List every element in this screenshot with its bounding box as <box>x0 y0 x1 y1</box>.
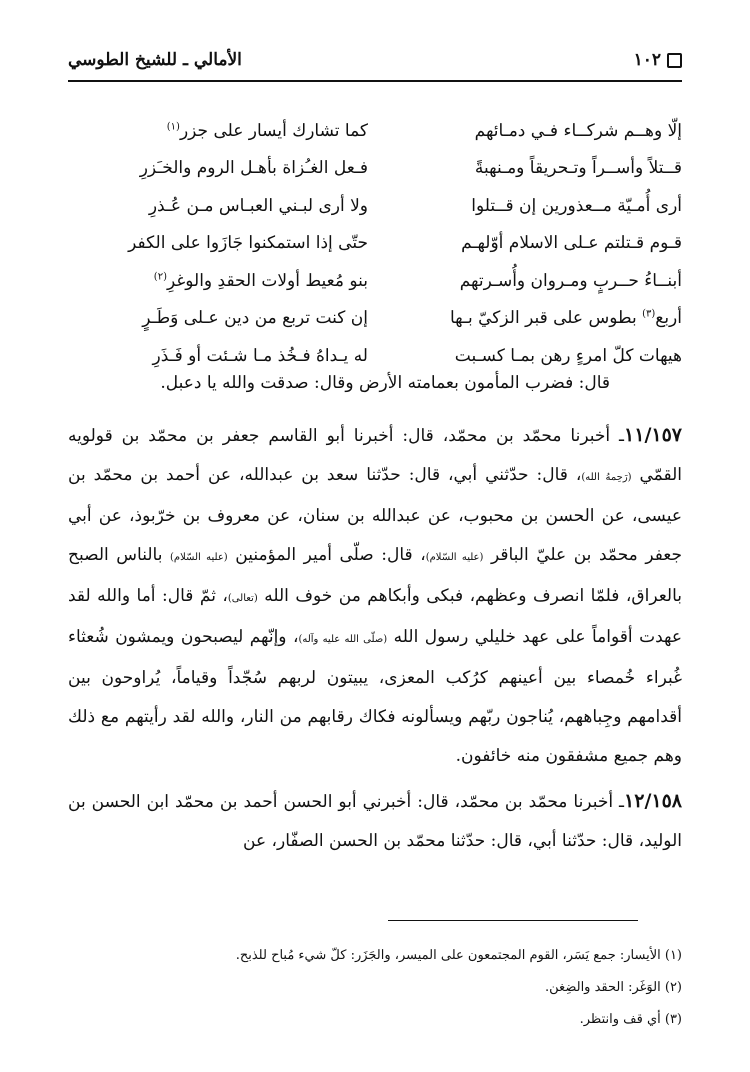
verse-line <box>68 262 682 300</box>
hadith-number: ١٢/١٥٨ <box>624 790 682 812</box>
verse-line <box>68 225 682 263</box>
verse-line <box>68 337 682 375</box>
verse-line <box>68 300 682 338</box>
first-hemistich: أبنــاءُ حــربٍ ومـروان وأُسـرتهم <box>459 270 682 291</box>
first-hemistich: إلّا وهــم شركــاء فـي دمـائهم <box>474 120 682 141</box>
footnote: (٢) الوَغَر: الحقد والضِغن. <box>545 980 682 995</box>
hadith-number: ١١/١٥٧ <box>624 424 682 446</box>
honorific: (عليه السّلام) <box>425 552 484 563</box>
narrative-line: قال: فضرب المأمون بعمامته الأرض وقال: صدقت والله يا دعبل. <box>160 373 610 393</box>
footnote: (١) الأيسار: جمع يَسَر، القوم المجتمعون على الميسر، والجَزَر: كلّ شيء مُباح للذبح. <box>235 948 682 963</box>
second-hemistich: حتّى إذا استمكنوا جَازَوا على الكفر <box>128 233 368 254</box>
second-hemistich: ولا أرى لبـني العبـاس مـن عُـذرِ <box>148 195 368 216</box>
verse-line <box>68 187 682 225</box>
footnote-divider <box>388 920 638 921</box>
footnote: (٣) أي قف وانتظر. <box>579 1012 682 1027</box>
verse-line <box>68 112 682 150</box>
honorific: (رَحِمهُ الله) <box>581 472 632 483</box>
honorific: (تعالى) <box>227 593 258 604</box>
running-title: الأمالي ـ للشيخ الطوسي <box>68 50 242 70</box>
honorific: (عليه السّلام) <box>170 552 228 563</box>
second-hemistich: إن كنت تربع من دين عـلى وَطَـرٍ <box>142 308 368 329</box>
square-icon <box>667 53 682 68</box>
hadith-paragraph: ١٢/١٥٨ـ أخبرنا محمّد بن محمّد، قال: أخبرني أبو الحسن أحمد بن محمّد ابن الحسن بن الوليد، قال: حدّثنا أبي، قال: حدّثنا محمّد بن الحسن الصفّار، عن <box>68 790 682 851</box>
first-hemistich: قــتلاً وأســراً وتـحريقاً ومـنهبةً <box>474 158 682 179</box>
hadith-text <box>68 416 682 861</box>
footnote-mark: (٣) <box>642 308 656 320</box>
hadith-paragraph: ١١/١٥٧ـ أخبرنا محمّد بن محمّد، قال: أخبرنا أبو القاسم جعفر بن محمّد بن قولويه القمّي (رَحِمهُ الله)، قال: حدّثني أبي، قال: حدّثنا سعد بن عبدالله، عن أحمد بن محمّد بن عيسى، عن الحسن بن محبوب، عن عبدالله بن سنان، عن معروف بن خرّبوذ، عن أبي جعفر محمّد بن عليّ الباقر (عليه السّلام)، قال: صلّى أمير المؤمنين (عليه السّلام) بالناس الصبح بالعراق، فلمّا انصرف وعظهم، فبكى وأبكاهم من خوف الله (تعالى)، ثمّ قال: أما والله لقد عهدت أقواماً على عهد خليلي رسول الله (صلّى الله عليه وآله)، وإنّهم ليصبحون ويمشون شُعثاء غُبراء خُمصاء بين أعينهم كرُكب المعزى، يبيتون لربهم سُجّداً وقياماً، يُراوحون بين أقدامهم وجِباههم، يُناجون ربّهم ويسألونه فكاك رقابهم من النار، والله لقد رأيتهم مع ذلك وهم جميع مشفقون منه خائفون. <box>68 424 683 766</box>
page-number: ١٠٢ <box>634 50 682 70</box>
honorific: (صلّى الله عليه وآله) <box>298 634 388 645</box>
footnote-mark: (١) <box>166 121 180 133</box>
second-hemistich: فـعل الغـُزاة بأهـل الروم والخـَزرِ <box>139 158 368 179</box>
page-header <box>68 46 682 82</box>
first-hemistich: قـوم قـتلتم عـلى الاسلام أوّلهـم <box>461 233 682 254</box>
poem <box>68 112 682 375</box>
second-hemistich: كما تشارك أيسار على جزر$^{(١)}$ <box>166 120 368 141</box>
footnotes <box>68 940 682 1036</box>
first-hemistich: أربع$^{(٣)}$ بطوس على قبر الزكيّ بـها <box>450 308 682 329</box>
second-hemistich: له يـداهُ فـخُذ مـا شـئت أو فَـذَرِ <box>152 345 368 366</box>
first-hemistich: هيهات كلّ امرءٍ رهن بمـا كسـبت <box>454 345 682 366</box>
footnote-mark: (٢) <box>153 271 167 283</box>
first-hemistich: أرى أُمـيّة مــعذورين إن قــتلوا <box>471 195 682 216</box>
verse-line <box>68 150 682 188</box>
second-hemistich: بنو مُعيط أولات الحقدِ والوغرِ$^{(٢)}$ <box>153 270 368 291</box>
